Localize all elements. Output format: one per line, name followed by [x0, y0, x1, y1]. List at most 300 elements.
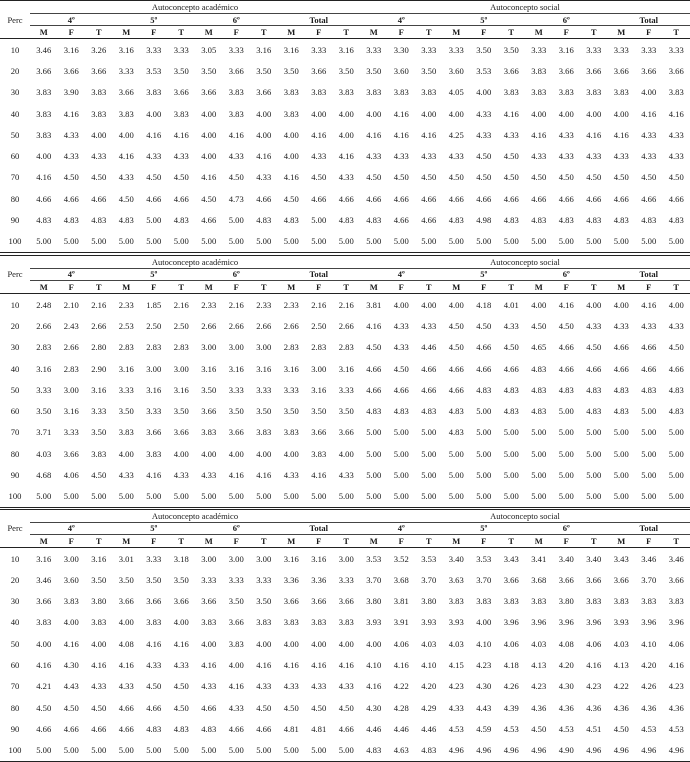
grade-header: 5º [443, 14, 526, 26]
value-cell: 4.30 [470, 676, 498, 697]
value-cell: 3.33 [250, 569, 278, 590]
value-cell: 3.90 [58, 82, 86, 103]
value-cell: 4.83 [635, 209, 663, 230]
value-cell: 4.50 [360, 337, 388, 358]
value-cell: 3.96 [498, 612, 526, 633]
value-cell: 3.83 [525, 82, 553, 103]
value-cell: 4.00 [195, 633, 223, 654]
value-cell: 4.00 [608, 293, 636, 315]
value-cell: 4.20 [415, 676, 443, 697]
perc-cell: 40 [0, 358, 30, 379]
value-cell: 3.33 [443, 39, 471, 61]
table-row [0, 188, 690, 209]
value-cell: 3.00 [223, 337, 251, 358]
value-cell: 3.83 [140, 443, 168, 464]
value-cell: 2.33 [278, 293, 306, 315]
value-cell: 3.83 [360, 82, 388, 103]
value-cell: 3.66 [305, 591, 333, 612]
value-cell: 3.83 [113, 422, 141, 443]
subcol-header: M [30, 280, 58, 293]
value-cell: 4.83 [580, 379, 608, 400]
value-cell: 4.16 [140, 633, 168, 654]
value-cell: 4.83 [443, 422, 471, 443]
value-cell: 4.50 [168, 676, 196, 697]
value-cell: 4.23 [443, 676, 471, 697]
value-cell: 4.00 [195, 443, 223, 464]
value-cell: 3.83 [608, 82, 636, 103]
value-cell: 2.66 [30, 315, 58, 336]
grade-header: 4º [30, 522, 113, 534]
value-cell: 4.16 [195, 654, 223, 675]
value-cell: 4.00 [85, 124, 113, 145]
value-cell: 4.03 [30, 443, 58, 464]
value-cell: 4.00 [553, 103, 581, 124]
value-cell: 4.50 [195, 188, 223, 209]
value-cell: 4.10 [415, 654, 443, 675]
value-cell: 2.66 [223, 315, 251, 336]
subcol-header: F [305, 26, 333, 39]
value-cell: 3.50 [250, 591, 278, 612]
value-cell: 4.83 [470, 379, 498, 400]
value-cell: 4.00 [525, 103, 553, 124]
perc-cell: 60 [0, 400, 30, 421]
value-cell: 2.16 [168, 293, 196, 315]
value-cell: 4.50 [278, 697, 306, 718]
value-cell: 3.66 [663, 569, 690, 590]
value-cell: 4.33 [470, 124, 498, 145]
value-cell: 2.83 [305, 337, 333, 358]
value-cell: 3.33 [113, 60, 141, 81]
value-cell: 4.66 [85, 718, 113, 739]
value-cell: 2.66 [58, 337, 86, 358]
value-cell: 4.96 [498, 740, 526, 762]
value-cell: 4.53 [663, 718, 690, 739]
value-cell: 5.00 [498, 486, 526, 508]
value-cell: 3.66 [333, 591, 361, 612]
value-cell: 4.26 [498, 676, 526, 697]
table-row [0, 676, 690, 697]
value-cell: 3.16 [30, 547, 58, 569]
value-cell: 4.00 [250, 103, 278, 124]
value-cell: 4.51 [580, 718, 608, 739]
value-cell: 3.33 [223, 379, 251, 400]
value-cell: 5.00 [140, 740, 168, 762]
value-cell: 3.00 [305, 358, 333, 379]
value-cell: 3.66 [663, 60, 690, 81]
value-cell: 4.53 [498, 718, 526, 739]
value-cell: 4.36 [635, 697, 663, 718]
value-cell: 3.83 [278, 103, 306, 124]
value-cell: 4.06 [580, 633, 608, 654]
value-cell: 5.00 [635, 231, 663, 253]
value-cell: 3.66 [223, 422, 251, 443]
value-cell: 4.00 [250, 443, 278, 464]
value-cell: 4.00 [278, 633, 306, 654]
value-cell: 3.83 [608, 591, 636, 612]
value-cell: 4.50 [498, 167, 526, 188]
subcol-header: F [388, 534, 416, 547]
value-cell: 4.50 [443, 315, 471, 336]
value-cell: 4.00 [443, 293, 471, 315]
value-cell: 4.53 [635, 718, 663, 739]
grade-header: 4º [30, 268, 113, 280]
subcol-header: F [58, 26, 86, 39]
value-cell: 5.00 [58, 740, 86, 762]
value-cell: 4.16 [580, 124, 608, 145]
subcol-header: M [113, 280, 141, 293]
value-cell: 4.33 [113, 676, 141, 697]
value-cell: 3.43 [498, 547, 526, 569]
value-cell: 4.33 [58, 124, 86, 145]
value-cell: 4.66 [360, 188, 388, 209]
table-row [0, 443, 690, 464]
value-cell: 4.16 [195, 167, 223, 188]
value-cell: 4.16 [333, 145, 361, 166]
value-cell: 4.00 [388, 293, 416, 315]
value-cell: 3.50 [140, 569, 168, 590]
value-cell: 4.33 [168, 145, 196, 166]
value-cell: 4.33 [250, 167, 278, 188]
value-cell: 4.50 [58, 697, 86, 718]
value-cell: 5.00 [333, 486, 361, 508]
value-cell: 4.50 [388, 167, 416, 188]
value-cell: 3.96 [580, 612, 608, 633]
value-cell: 4.00 [470, 82, 498, 103]
perc-cell: 40 [0, 612, 30, 633]
value-cell: 4.36 [525, 697, 553, 718]
value-cell: 5.00 [553, 400, 581, 421]
value-cell: 4.00 [360, 103, 388, 124]
value-cell: 4.33 [195, 464, 223, 485]
value-cell: 5.00 [113, 740, 141, 762]
value-cell: 5.00 [498, 422, 526, 443]
value-cell: 4.00 [415, 103, 443, 124]
value-cell: 4.46 [388, 718, 416, 739]
value-cell: 4.33 [388, 315, 416, 336]
value-cell: 4.83 [168, 209, 196, 230]
value-cell: 4.81 [305, 718, 333, 739]
perc-cell: 20 [0, 569, 30, 590]
table-row [0, 145, 690, 166]
value-cell: 5.00 [305, 209, 333, 230]
value-cell: 4.96 [635, 740, 663, 762]
value-cell: 4.33 [113, 464, 141, 485]
value-cell: 3.83 [525, 591, 553, 612]
value-cell: 3.50 [250, 60, 278, 81]
value-cell: 3.66 [58, 443, 86, 464]
value-cell: 4.66 [443, 358, 471, 379]
value-cell: 4.23 [580, 676, 608, 697]
value-cell: 2.83 [278, 337, 306, 358]
value-cell: 5.00 [663, 486, 690, 508]
value-cell: 4.00 [223, 654, 251, 675]
subcol-header: T [663, 280, 690, 293]
value-cell: 3.16 [278, 547, 306, 569]
value-cell: 4.33 [58, 145, 86, 166]
value-cell: 4.33 [360, 145, 388, 166]
value-cell: 4.50 [580, 337, 608, 358]
value-cell: 3.66 [223, 612, 251, 633]
grade-header: Total [608, 522, 690, 534]
value-cell: 4.16 [58, 103, 86, 124]
value-cell: 4.29 [415, 697, 443, 718]
value-cell: 5.00 [305, 740, 333, 762]
value-cell: 4.65 [525, 337, 553, 358]
value-cell: 3.50 [195, 379, 223, 400]
value-cell: 4.03 [608, 633, 636, 654]
value-cell: 4.83 [278, 209, 306, 230]
value-cell: 4.16 [663, 103, 690, 124]
value-cell: 5.00 [415, 231, 443, 253]
value-cell: 4.50 [498, 145, 526, 166]
value-cell: 4.50 [140, 167, 168, 188]
subcol-header: M [608, 280, 636, 293]
value-cell: 4.66 [608, 337, 636, 358]
grade-header: 4º [360, 268, 443, 280]
value-cell: 3.33 [360, 39, 388, 61]
value-cell: 4.26 [635, 676, 663, 697]
value-cell: 4.33 [470, 103, 498, 124]
value-cell: 4.46 [415, 718, 443, 739]
subcol-header: F [223, 534, 251, 547]
group-header-social: Autoconcepto social [360, 1, 690, 14]
value-cell: 3.66 [498, 60, 526, 81]
value-cell: 3.83 [168, 103, 196, 124]
value-cell: 3.00 [140, 358, 168, 379]
value-cell: 4.30 [360, 697, 388, 718]
value-cell: 3.50 [333, 60, 361, 81]
value-cell: 4.33 [498, 124, 526, 145]
value-cell: 4.66 [250, 718, 278, 739]
value-cell: 4.43 [58, 676, 86, 697]
perc-cell: 100 [0, 231, 30, 253]
value-cell: 1.85 [140, 293, 168, 315]
value-cell: 5.00 [608, 231, 636, 253]
value-cell: 5.00 [168, 231, 196, 253]
value-cell: 4.16 [113, 654, 141, 675]
value-cell: 4.00 [333, 443, 361, 464]
subcol-header: T [498, 280, 526, 293]
subcol-header: F [305, 534, 333, 547]
value-cell: 4.16 [250, 145, 278, 166]
value-cell: 3.53 [415, 547, 443, 569]
value-cell: 5.00 [113, 486, 141, 508]
value-cell: 4.16 [525, 124, 553, 145]
value-cell: 4.66 [333, 188, 361, 209]
value-cell: 3.66 [250, 82, 278, 103]
value-cell: 4.33 [553, 145, 581, 166]
value-cell: 4.33 [388, 145, 416, 166]
value-cell: 3.50 [85, 569, 113, 590]
value-cell: 3.83 [333, 82, 361, 103]
value-cell: 3.83 [30, 103, 58, 124]
value-cell: 4.66 [608, 358, 636, 379]
value-cell: 4.03 [443, 633, 471, 654]
value-cell: 3.50 [223, 591, 251, 612]
grade-header: 6º [195, 522, 278, 534]
value-cell: 4.66 [140, 188, 168, 209]
value-cell: 4.00 [360, 633, 388, 654]
subcol-header: T [168, 26, 196, 39]
value-cell: 4.66 [470, 188, 498, 209]
value-cell: 4.83 [525, 400, 553, 421]
value-cell: 3.63 [443, 569, 471, 590]
value-cell: 3.50 [360, 60, 388, 81]
value-cell: 3.16 [333, 358, 361, 379]
value-cell: 4.66 [415, 188, 443, 209]
group-header-academic: Autoconcepto académico [30, 1, 360, 14]
value-cell: 4.73 [223, 188, 251, 209]
value-cell: 4.16 [58, 633, 86, 654]
perc-header: Perc [0, 509, 30, 547]
value-cell: 4.50 [58, 167, 86, 188]
value-cell: 3.83 [580, 82, 608, 103]
value-cell: 3.66 [278, 591, 306, 612]
value-cell: 3.66 [608, 60, 636, 81]
value-cell: 4.00 [415, 293, 443, 315]
value-cell: 3.33 [58, 422, 86, 443]
value-cell: 4.50 [305, 167, 333, 188]
subcol-header: M [525, 280, 553, 293]
value-cell: 3.00 [195, 547, 223, 569]
value-cell: 5.00 [140, 486, 168, 508]
value-cell: 3.70 [470, 569, 498, 590]
subcol-header: T [250, 26, 278, 39]
value-cell: 4.66 [360, 358, 388, 379]
value-cell: 2.33 [250, 293, 278, 315]
subcol-header: M [30, 534, 58, 547]
value-cell: 5.00 [223, 740, 251, 762]
perc-cell: 10 [0, 293, 30, 315]
subcol-header: M [195, 534, 223, 547]
value-cell: 4.83 [333, 209, 361, 230]
value-cell: 3.33 [30, 379, 58, 400]
value-cell: 5.00 [140, 209, 168, 230]
value-cell: 3.50 [113, 569, 141, 590]
value-cell: 3.83 [140, 82, 168, 103]
value-cell: 3.66 [140, 422, 168, 443]
value-cell: 5.00 [388, 464, 416, 485]
value-cell: 3.36 [278, 569, 306, 590]
value-cell: 3.33 [223, 39, 251, 61]
value-cell: 3.83 [223, 82, 251, 103]
value-cell: 5.00 [553, 231, 581, 253]
value-cell: 4.66 [305, 188, 333, 209]
value-cell: 4.16 [663, 654, 690, 675]
value-cell: 3.33 [333, 569, 361, 590]
value-cell: 4.33 [663, 124, 690, 145]
value-cell: 3.66 [553, 569, 581, 590]
value-cell: 4.96 [525, 740, 553, 762]
value-cell: 5.00 [580, 464, 608, 485]
subcol-header: M [278, 26, 306, 39]
perc-cell: 50 [0, 379, 30, 400]
value-cell: 4.01 [498, 293, 526, 315]
value-cell: 3.83 [415, 82, 443, 103]
value-cell: 5.00 [30, 486, 58, 508]
value-cell: 3.83 [305, 612, 333, 633]
value-cell: 3.46 [30, 569, 58, 590]
value-cell: 2.83 [30, 337, 58, 358]
value-cell: 4.83 [608, 400, 636, 421]
subcol-header: T [333, 26, 361, 39]
grade-header: Total [278, 268, 361, 280]
value-cell: 5.00 [415, 464, 443, 485]
perc-cell: 20 [0, 315, 30, 336]
value-cell: 2.33 [113, 293, 141, 315]
perc-cell: 60 [0, 145, 30, 166]
value-cell: 4.83 [113, 209, 141, 230]
value-cell: 4.16 [278, 654, 306, 675]
table-row [0, 39, 690, 61]
value-cell: 3.33 [85, 400, 113, 421]
value-cell: 4.50 [113, 188, 141, 209]
grade-header: Total [278, 14, 361, 26]
value-cell: 4.33 [223, 145, 251, 166]
table-row [0, 718, 690, 739]
subcol-header: M [360, 26, 388, 39]
value-cell: 4.10 [635, 633, 663, 654]
value-cell: 3.50 [498, 39, 526, 61]
value-cell: 4.50 [415, 167, 443, 188]
value-cell: 4.98 [470, 209, 498, 230]
value-cell: 4.33 [168, 464, 196, 485]
value-cell: 4.00 [525, 293, 553, 315]
value-cell: 3.16 [168, 379, 196, 400]
value-cell: 5.00 [470, 486, 498, 508]
value-cell: 3.66 [333, 422, 361, 443]
value-cell: 3.83 [195, 422, 223, 443]
table-row [0, 422, 690, 443]
value-cell: 4.83 [195, 718, 223, 739]
value-cell: 4.18 [498, 654, 526, 675]
value-cell: 4.50 [388, 358, 416, 379]
value-cell: 4.50 [498, 337, 526, 358]
value-cell: 3.36 [305, 569, 333, 590]
value-cell: 4.83 [663, 209, 690, 230]
value-cell: 4.00 [333, 633, 361, 654]
value-cell: 4.63 [388, 740, 416, 762]
value-cell: 3.93 [360, 612, 388, 633]
value-cell: 4.50 [608, 167, 636, 188]
value-cell: 4.66 [553, 188, 581, 209]
table-row [0, 231, 690, 253]
value-cell: 2.83 [333, 337, 361, 358]
value-cell: 4.66 [470, 358, 498, 379]
value-cell: 4.33 [608, 145, 636, 166]
value-cell: 3.66 [85, 60, 113, 81]
perc-cell: 90 [0, 718, 30, 739]
value-cell: 4.18 [470, 293, 498, 315]
value-cell: 3.66 [498, 569, 526, 590]
perc-cell: 90 [0, 209, 30, 230]
value-cell: 4.16 [360, 124, 388, 145]
table-row [0, 591, 690, 612]
subcol-header: F [58, 280, 86, 293]
value-cell: 5.00 [663, 231, 690, 253]
value-cell: 4.00 [58, 612, 86, 633]
value-cell: 3.66 [608, 569, 636, 590]
value-cell: 5.00 [85, 740, 113, 762]
subcol-header: T [168, 280, 196, 293]
value-cell: 4.66 [553, 337, 581, 358]
value-cell: 5.00 [608, 422, 636, 443]
subcol-header: F [140, 534, 168, 547]
value-cell: 3.80 [360, 591, 388, 612]
value-cell: 5.00 [168, 486, 196, 508]
value-cell: 3.83 [195, 612, 223, 633]
value-cell: 4.83 [168, 718, 196, 739]
